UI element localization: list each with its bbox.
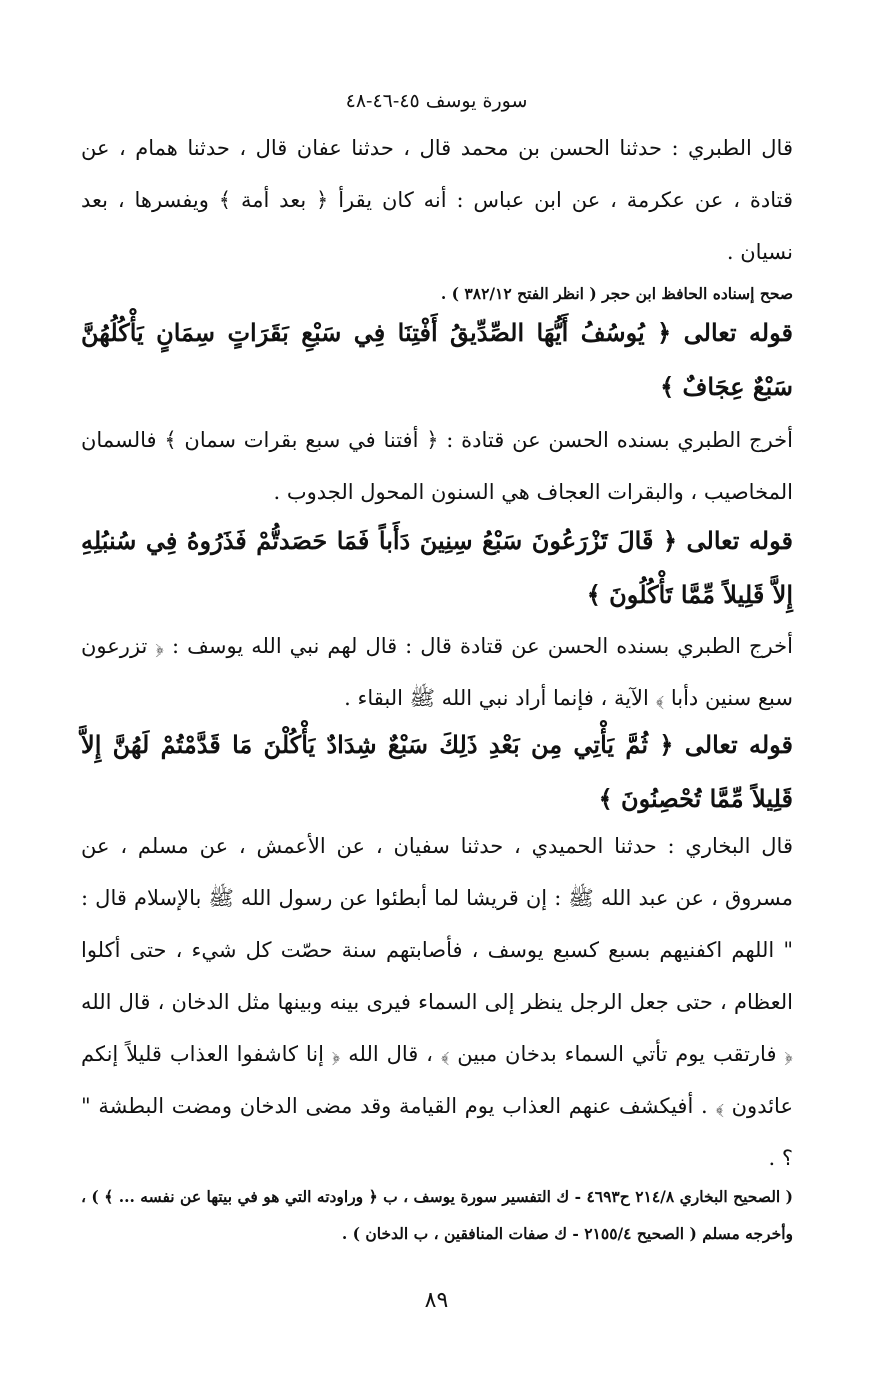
narration-tabari-ikrimah: قال الطبري : حدثنا الحسن بن محمد قال ، حدثنا عفان قال ، حدثنا همام ، عن قتادة ، عن عكرمة ، عن ابن عباس : أنه كان يقرأ ﴿ بعد أمة ﴾ ويفسرها ، بعد نسيان . <box>81 136 793 264</box>
footnote-bukhari-muslim: ( الصحيح البخاري ٢١٤/٨ ح٤٦٩٣ - ك التفسير سورة يوسف ، ب ﴿ وراودته التي هو في بيتها عن نفسه ... ﴾ ) ، وأخرجه مسلم ( الصحيح ٢١٥٥/٤ - ك صفات المنافقين ، ب الدخان ) . <box>81 1187 793 1243</box>
page-number: ٨٩ <box>424 1288 449 1313</box>
verse-heading-yusuf-47: قوله تعالى ﴿ قَالَ تَزْرَعُونَ سَبْعُ سِنِينَ دَأَباً فَمَا حَصَدتُّمْ فَذَرُوهُ فِي سُنبُلِهِ إِلاَّ قَلِيلاً مِّمَّا تَأْكُلُونَ ﴾ <box>81 526 793 609</box>
page-header-surah-title: سورة يوسف ٤٥-٤٦-٤٨ <box>345 90 528 112</box>
verse-heading-yusuf-48: قوله تعالى ﴿ ثُمَّ يَأْتِي مِن بَعْدِ ذَلِكَ سَبْعٌ شِدَادٌ يَأْكُلْنَ مَا قَدَّمْتُمْ لَهُنَّ إِلاَّ قَلِيلاً مِّمَّا تُحْصِنُونَ ﴾ <box>81 730 793 813</box>
narration-bukhari-dukhan: قال البخاري : حدثنا الحميدي ، حدثنا سفيان ، عن الأعمش ، عن مسلم ، عن مسروق ، عن عبد الله ﷺ : إن قريشا لما أبطئوا عن رسول الله ﷺ بالإسلام قال : " اللهم اكفنيهم بسبع كسبع يوسف ، فأصابتهم سنة حصّت كل شيء ، حتى أكلوا العظام ، حتى جعل الرجل ينظر إلى السماء فيرى بينه وبينها مثل الدخان ، قال الله ﴿ فارتقب يوم تأتي السماء بدخان مبين ﴾ ، قال الله ﴿ إنا كاشفوا العذاب قليلاً إنكم عائدون ﴾ . أفيكشف عنهم العذاب يوم القيامة وقد مضى الدخان ومضت البطشة " ؟ . <box>81 834 793 1170</box>
verse-heading-yusuf-46: قوله تعالى ﴿ يُوسُفُ أَيُّهَا الصِّدِّيقُ أَفْتِنَا فِي سَبْعِ بَقَرَاتٍ سِمَانٍ يَأْكُلُهُنَّ سَبْعٌ عِجَافٌ ﴾ <box>81 318 793 401</box>
narration-tabari-qatadah-1: أخرج الطبري بسنده الحسن عن قتادة : ﴿ أفتنا في سبع بقرات سمان ﴾ فالسمان المخاصيب ، والبقرات العجاف هي السنون المحول الجدوب . <box>81 428 793 504</box>
narration-tabari-qatadah-2: أخرج الطبري بسنده الحسن عن قتادة قال : قال لهم نبي الله يوسف : ﴿ تزرعون سبع سنين دأبا ﴾ الآية ، فإنما أراد نبي الله ﷺ البقاء . <box>81 634 793 710</box>
source-note-ibn-hajar: صحح إسناده الحافظ ابن حجر ( انظر الفتح ٣٨٢/١٢ ) . <box>440 284 793 303</box>
